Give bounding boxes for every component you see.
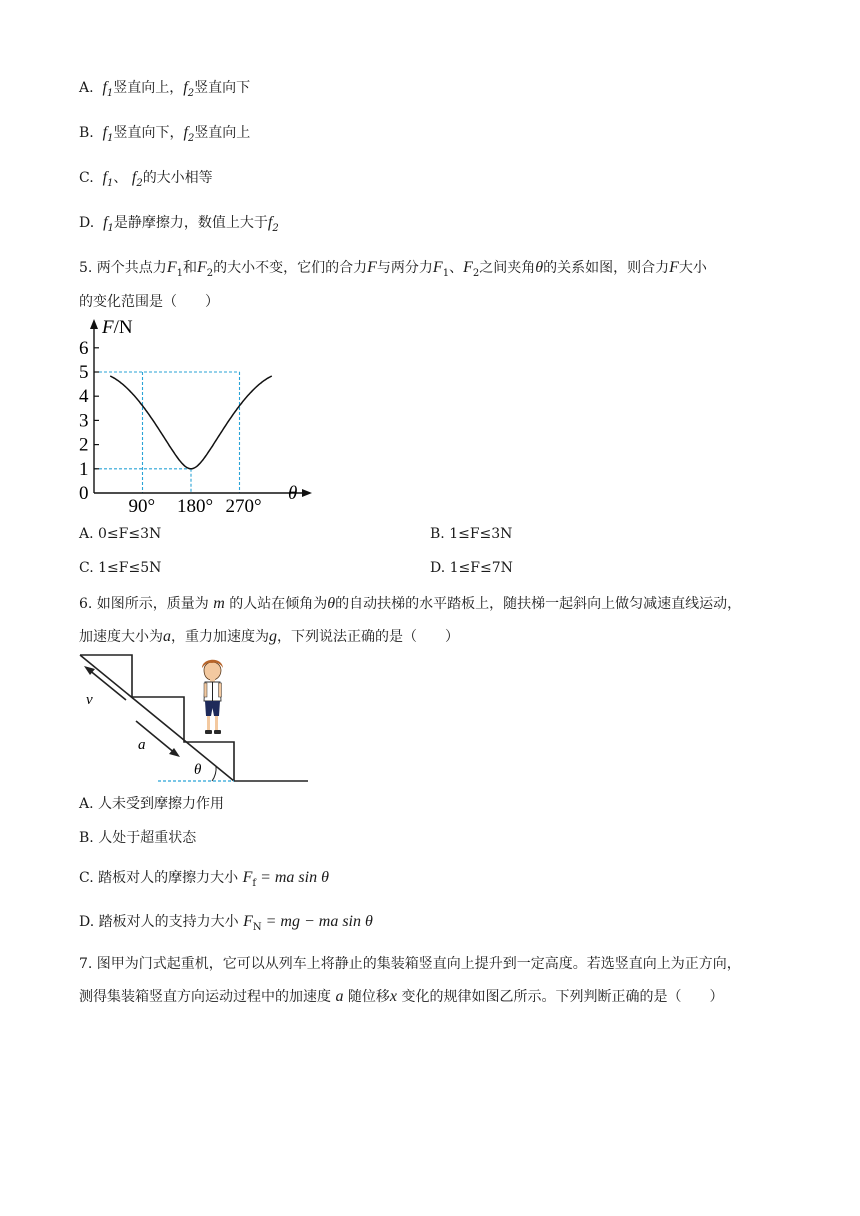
x-tick-label: 90° <box>128 496 156 517</box>
y-tick-label: 1 <box>79 458 89 480</box>
y-tick-label: 4 <box>79 386 89 408</box>
series-line-right <box>191 376 272 469</box>
q6-stem-line1: 6. 如图所示，质量为 m 的人站在倾角为θ的自动扶梯的水平踏板上，随扶梯一起斜向上做匀减速直线运动， <box>79 595 742 612</box>
q5-option-b: B. 1≤F≤3N <box>430 526 513 542</box>
q6-option-c: C. 踏板对人的摩擦力大小 $F_f$ = ma sin θ <box>79 869 329 889</box>
escalator-figure <box>76 652 316 787</box>
q6-option-b: B. 人处于超重状态 <box>79 830 197 846</box>
q6-option-d: D. 踏板对人的支持力大小 $F_N$ = mg − ma sin θ <box>79 913 373 933</box>
q7-stem-line2: 测得集装箱竖直方向运动过程中的加速度 a 随位移x 变化的规律如图乙所示。下列判断正确的是（ ） <box>79 988 724 1005</box>
y-tick-label: 6 <box>79 337 89 359</box>
q7-stem-line1: 7. 图甲为门式起重机，它可以从列车上将静止的集装箱竖直向上提升到一定高度。若选竖直向上为正方向， <box>79 956 741 972</box>
q4-option-a: A. $f_1$竖直向上，$f_2$竖直向下 <box>79 79 251 99</box>
q6-stem-line2: 加速度大小为a，重力加速度为g，下列说法正确的是（ ） <box>79 628 459 645</box>
q4-option-c: C. $f_1$、 $f_2$的大小相等 <box>79 169 213 189</box>
angle-arc <box>212 766 216 781</box>
y-tick-label: 2 <box>79 434 89 456</box>
x-tick-label: 180° <box>177 496 214 517</box>
q5-stem-line2: 的变化范围是（ ） <box>79 294 219 310</box>
velocity-arrow <box>88 669 126 700</box>
y-tick-label: 0 <box>79 483 89 504</box>
force-angle-chart <box>76 315 316 515</box>
q5-option-c: C. 1≤F≤5N <box>79 560 162 576</box>
y-tick-label: 5 <box>79 362 89 383</box>
acceleration-label: a <box>138 737 146 753</box>
x-axis-title: θ <box>288 483 298 504</box>
q5-stem-line1: 5. 两个共点力$F_1$和$F_2$的大小不变，它们的合力F与两分力$F_1$、$F_2$之间夹角θ的关系如图，则合力F大小 <box>79 259 707 279</box>
q4-option-d: D. $f_1$是静摩擦力，数值上大于$f_2$ <box>79 214 279 234</box>
y-axis-title: F/N <box>102 317 133 338</box>
series-line-left <box>110 376 191 469</box>
theta-label: θ <box>194 762 202 778</box>
q6-option-a: A. 人未受到摩擦力作用 <box>79 796 225 812</box>
y-tick-label: 3 <box>79 410 89 432</box>
person-figure <box>202 660 223 734</box>
q4-option-b: B. $f_1$竖直向下，$f_2$竖直向上 <box>79 124 251 144</box>
q5-option-d: D. 1≤F≤7N <box>430 560 513 576</box>
x-axis-arrow <box>302 489 312 497</box>
velocity-label: v <box>86 692 93 708</box>
y-axis-arrow <box>90 319 98 329</box>
x-tick-label: 270° <box>225 496 262 517</box>
q5-option-a: A. 0≤F≤3N <box>79 526 162 542</box>
